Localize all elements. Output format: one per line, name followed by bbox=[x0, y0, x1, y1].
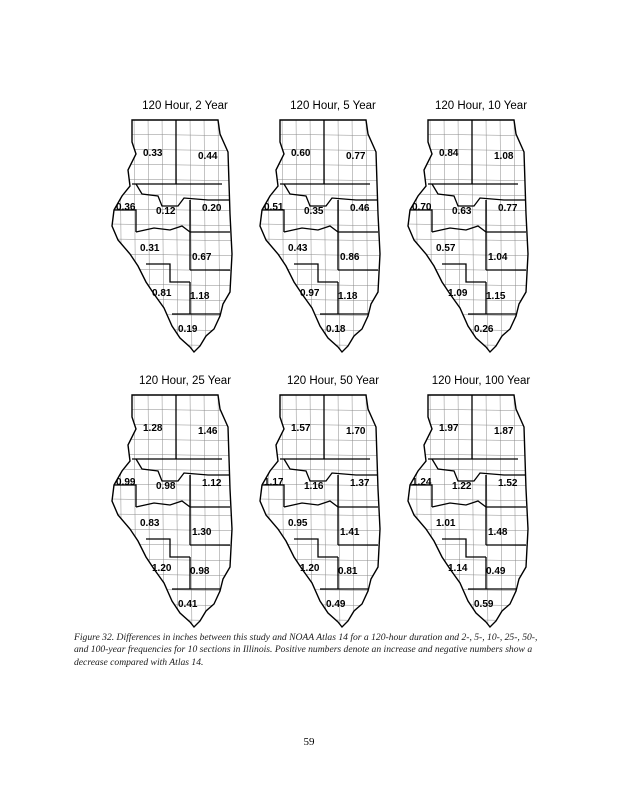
section-boundary bbox=[294, 539, 338, 557]
section-value-label: 0.67 bbox=[192, 252, 212, 263]
section-value-label: 1.48 bbox=[488, 527, 508, 538]
county-line bbox=[542, 389, 544, 639]
section-value-label: 1.22 bbox=[452, 481, 472, 492]
county-line bbox=[110, 544, 260, 546]
county-line bbox=[110, 344, 260, 346]
section-value-label: 0.81 bbox=[338, 566, 358, 577]
map-title: 120 Hour, 50 Year bbox=[286, 375, 380, 387]
county-line bbox=[110, 164, 260, 166]
section-value-label: 1.14 bbox=[448, 563, 468, 574]
section-value-label: 1.57 bbox=[291, 423, 311, 434]
section-value-label: 0.98 bbox=[190, 566, 210, 577]
county-line bbox=[406, 619, 556, 621]
section-boundary bbox=[136, 226, 230, 232]
county-line bbox=[406, 269, 556, 271]
county-line bbox=[110, 424, 260, 426]
county-line bbox=[406, 344, 556, 346]
section-value-label: 1.24 bbox=[412, 477, 432, 488]
county-line bbox=[366, 114, 368, 364]
section-value-label: 0.20 bbox=[202, 203, 222, 214]
section-value-label: 1.17 bbox=[264, 477, 284, 488]
county-line bbox=[406, 514, 556, 516]
county-line bbox=[406, 299, 556, 301]
section-value-label: 0.84 bbox=[439, 148, 459, 159]
section-boundary bbox=[284, 501, 378, 507]
section-value-label: 1.16 bbox=[304, 481, 324, 492]
county-line bbox=[406, 179, 556, 181]
county-line bbox=[394, 114, 396, 364]
section-value-label: 0.95 bbox=[288, 518, 308, 529]
page-number: 59 bbox=[303, 736, 315, 748]
county-line bbox=[394, 389, 396, 639]
county-line bbox=[110, 574, 260, 576]
county-line bbox=[246, 114, 248, 364]
figure-caption: Figure 32. Differences in inches between this study and NOAA Atlas 14 for a 120-hour duration and 2-, 5-, 10-, 25-, 50-, and 100-year frequencies for 10 sections in Illinois. Positive numbers denote an increase and negative numbers show a decrease compared with Atlas 14. bbox=[74, 632, 538, 668]
county-line bbox=[258, 224, 408, 226]
section-value-label: 0.51 bbox=[264, 202, 284, 213]
county-line bbox=[406, 224, 556, 226]
county-line bbox=[406, 469, 556, 471]
section-value-label: 0.49 bbox=[326, 599, 346, 610]
county-line bbox=[110, 529, 260, 531]
section-boundary bbox=[262, 485, 284, 507]
county-line bbox=[380, 389, 382, 639]
section-value-label: 1.37 bbox=[350, 478, 370, 489]
section-value-label: 1.70 bbox=[346, 426, 366, 437]
section-value-label: 0.60 bbox=[291, 148, 311, 159]
county-line bbox=[258, 529, 408, 531]
section-value-label: 0.26 bbox=[474, 324, 494, 335]
map-panel bbox=[258, 375, 408, 635]
section-value-label: 0.18 bbox=[326, 324, 346, 335]
map-panel bbox=[110, 375, 260, 635]
section-value-label: 0.35 bbox=[304, 206, 324, 217]
county-line bbox=[406, 149, 556, 151]
county-line bbox=[406, 254, 556, 256]
county-line bbox=[406, 194, 556, 196]
county-line bbox=[258, 164, 408, 166]
county-line bbox=[110, 469, 260, 471]
section-value-label: 1.41 bbox=[340, 527, 360, 538]
county-line bbox=[110, 514, 260, 516]
county-line bbox=[110, 254, 260, 256]
county-line bbox=[528, 114, 530, 364]
county-line bbox=[110, 224, 260, 226]
county-line bbox=[406, 499, 556, 501]
section-value-label: 0.49 bbox=[486, 566, 506, 577]
section-value-label: 0.97 bbox=[300, 288, 320, 299]
county-line bbox=[246, 389, 248, 639]
section-boundary bbox=[136, 501, 230, 507]
section-value-label: 0.81 bbox=[152, 288, 172, 299]
county-line bbox=[258, 439, 408, 441]
section-value-label: 1.52 bbox=[498, 478, 518, 489]
county-line bbox=[258, 469, 408, 471]
county-line bbox=[528, 389, 530, 639]
county-line bbox=[232, 389, 234, 639]
section-boundary bbox=[442, 264, 486, 282]
county-line bbox=[110, 269, 260, 271]
county-line bbox=[514, 114, 516, 364]
county-line bbox=[110, 299, 260, 301]
section-value-label: 0.77 bbox=[498, 203, 518, 214]
section-value-label: 0.77 bbox=[346, 151, 366, 162]
county-line bbox=[258, 499, 408, 501]
section-value-label: 0.86 bbox=[340, 252, 360, 263]
section-value-label: 0.70 bbox=[412, 202, 432, 213]
county-line bbox=[258, 179, 408, 181]
map-title: 120 Hour, 2 Year bbox=[142, 100, 228, 112]
illinois-map bbox=[110, 114, 260, 364]
county-line bbox=[406, 574, 556, 576]
county-line bbox=[110, 619, 260, 621]
section-value-label: 0.12 bbox=[156, 206, 176, 217]
section-boundary bbox=[432, 226, 526, 232]
county-line bbox=[218, 389, 220, 639]
section-boundary bbox=[146, 264, 190, 282]
county-line bbox=[110, 454, 260, 456]
section-value-label: 1.09 bbox=[448, 288, 468, 299]
section-boundary bbox=[442, 539, 486, 557]
county-line bbox=[258, 514, 408, 516]
section-value-label: 0.44 bbox=[198, 151, 218, 162]
illinois-map bbox=[258, 389, 408, 639]
map-panel bbox=[110, 100, 260, 360]
section-value-label: 1.20 bbox=[152, 563, 172, 574]
section-value-label: 0.41 bbox=[178, 599, 198, 610]
county-line bbox=[232, 114, 234, 364]
county-line bbox=[258, 254, 408, 256]
section-value-label: 1.18 bbox=[190, 291, 210, 302]
county-line bbox=[110, 149, 260, 151]
section-boundary bbox=[114, 485, 136, 507]
section-boundary bbox=[294, 264, 338, 282]
county-line bbox=[258, 574, 408, 576]
county-line bbox=[110, 239, 260, 241]
section-value-label: 0.19 bbox=[178, 324, 198, 335]
county-line bbox=[110, 559, 260, 561]
section-value-label: 0.99 bbox=[116, 477, 136, 488]
section-value-label: 1.28 bbox=[143, 423, 163, 434]
section-value-label: 0.59 bbox=[474, 599, 494, 610]
county-line bbox=[258, 619, 408, 621]
section-value-label: 0.46 bbox=[350, 203, 370, 214]
map-title: 120 Hour, 100 Year bbox=[431, 375, 531, 387]
county-line bbox=[258, 149, 408, 151]
county-line bbox=[110, 194, 260, 196]
section-boundary bbox=[114, 210, 136, 232]
county-line bbox=[406, 529, 556, 531]
illinois-map bbox=[110, 389, 260, 639]
illinois-map bbox=[258, 114, 408, 364]
section-value-label: 1.01 bbox=[436, 518, 456, 529]
county-line bbox=[366, 389, 368, 639]
county-line bbox=[406, 439, 556, 441]
county-line bbox=[406, 284, 556, 286]
county-line bbox=[258, 299, 408, 301]
section-boundary bbox=[146, 539, 190, 557]
section-boundary bbox=[262, 210, 284, 232]
map-panel bbox=[258, 100, 408, 360]
section-boundary bbox=[432, 501, 526, 507]
section-boundary bbox=[284, 226, 378, 232]
county-line bbox=[258, 344, 408, 346]
county-line bbox=[406, 239, 556, 241]
section-value-label: 1.08 bbox=[494, 151, 514, 162]
section-value-label: 1.04 bbox=[488, 252, 508, 263]
county-line bbox=[542, 114, 544, 364]
illinois-map bbox=[406, 389, 556, 639]
county-line bbox=[406, 544, 556, 546]
county-line bbox=[380, 114, 382, 364]
county-line bbox=[110, 284, 260, 286]
section-value-label: 0.43 bbox=[288, 243, 308, 254]
section-value-label: 1.12 bbox=[202, 478, 222, 489]
section-value-label: 0.36 bbox=[116, 202, 136, 213]
section-value-label: 1.15 bbox=[486, 291, 506, 302]
county-line bbox=[258, 284, 408, 286]
section-value-label: 0.31 bbox=[140, 243, 160, 254]
section-value-label: 1.20 bbox=[300, 563, 320, 574]
section-value-label: 1.87 bbox=[494, 426, 514, 437]
county-line bbox=[406, 164, 556, 166]
county-line bbox=[258, 544, 408, 546]
section-value-label: 1.30 bbox=[192, 527, 212, 538]
section-value-label: 1.18 bbox=[338, 291, 358, 302]
county-line bbox=[110, 499, 260, 501]
section-value-label: 0.98 bbox=[156, 481, 176, 492]
county-line bbox=[258, 424, 408, 426]
section-boundary bbox=[410, 210, 432, 232]
county-line bbox=[110, 439, 260, 441]
county-line bbox=[258, 194, 408, 196]
map-title: 120 Hour, 25 Year bbox=[138, 375, 232, 387]
map-panel bbox=[406, 375, 556, 635]
county-line bbox=[406, 454, 556, 456]
section-boundary bbox=[410, 485, 432, 507]
county-line bbox=[258, 559, 408, 561]
map-panel bbox=[406, 100, 556, 360]
county-line bbox=[406, 559, 556, 561]
section-value-label: 1.97 bbox=[439, 423, 459, 434]
map-title: 120 Hour, 5 Year bbox=[290, 100, 376, 112]
county-line bbox=[258, 269, 408, 271]
county-line bbox=[406, 424, 556, 426]
county-line bbox=[110, 179, 260, 181]
section-value-label: 0.57 bbox=[436, 243, 456, 254]
county-line bbox=[514, 389, 516, 639]
section-value-label: 1.46 bbox=[198, 426, 218, 437]
county-line bbox=[258, 454, 408, 456]
county-line bbox=[218, 114, 220, 364]
county-line bbox=[258, 239, 408, 241]
section-value-label: 0.33 bbox=[143, 148, 163, 159]
map-title: 120 Hour, 10 Year bbox=[434, 100, 528, 112]
illinois-map bbox=[406, 114, 556, 364]
section-value-label: 0.63 bbox=[452, 206, 472, 217]
section-value-label: 0.83 bbox=[140, 518, 160, 529]
